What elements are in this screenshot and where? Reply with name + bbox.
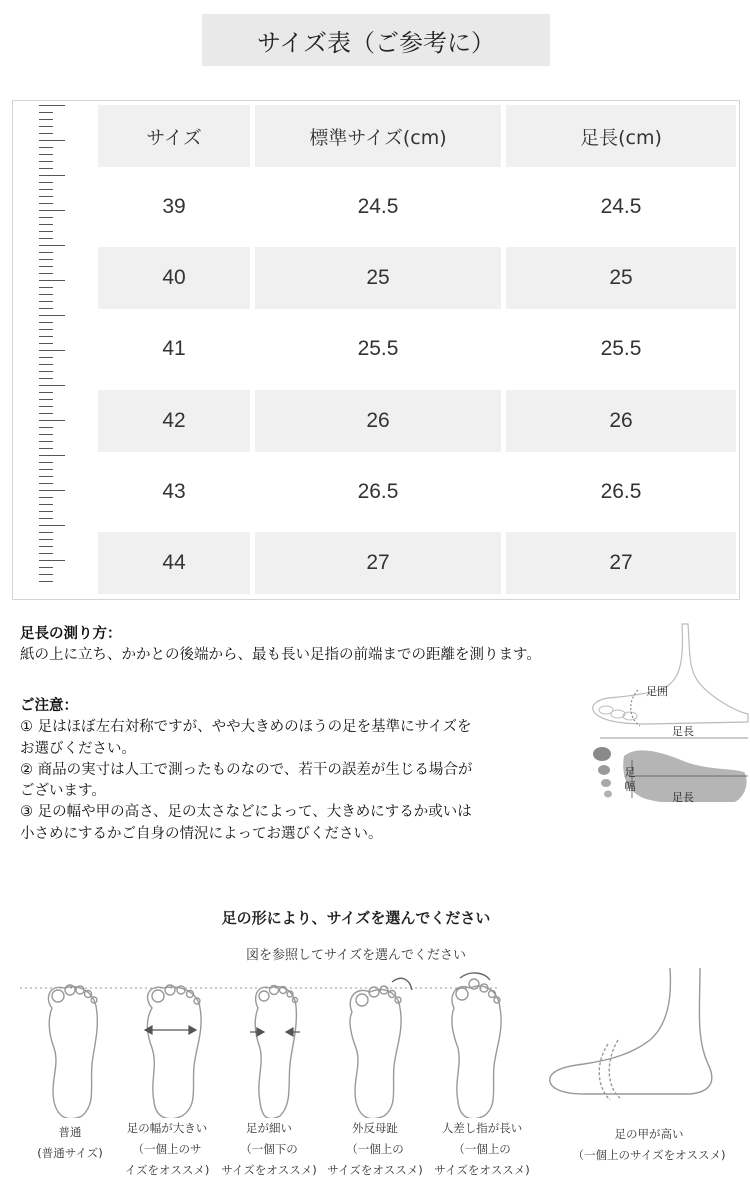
size-table <box>12 100 740 600</box>
shape-caption-wide: 足の幅が大きい （一個上のサ イズをオススメ) <box>124 1121 210 1177</box>
notes-section <box>20 696 472 845</box>
note-line: ございます。 <box>20 783 106 800</box>
note-line: 小さめにするかご自身の情況によってお選びください。 <box>20 825 383 842</box>
table-cell: 42 <box>98 390 250 452</box>
table-cell: 24.5 <box>600 195 642 218</box>
shape-caption-long-toe: 人差し指が長い （一個上の サイズをオススメ) <box>434 1121 530 1177</box>
table-cell: 27 <box>506 532 736 594</box>
page-title: サイズ表（ご参考に） <box>202 14 550 66</box>
label-girth: 足囲 <box>646 685 668 698</box>
table-cell: 26 <box>255 390 501 452</box>
note-line: ② 商品の実寸は人工で測ったものなので、若干の誤差が生じる場合が <box>20 761 473 778</box>
table-cell: 27 <box>255 532 501 594</box>
note-line: ③ 足の幅や甲の高さ、足の太さなどによって、大きめにするか或いは <box>20 804 472 821</box>
measure-text: 紙の上に立ち、かかとの後端から、最も長い足指の前端までの距離を測ります。 <box>20 647 541 664</box>
table-cell: 26.5 <box>357 479 399 503</box>
table-cell: 25.5 <box>600 337 642 361</box>
header-size: サイズ <box>98 105 250 167</box>
table-cell: 24.5 <box>357 195 399 218</box>
table-cell: 41 <box>162 337 186 361</box>
foot-measure-diagram <box>588 622 750 802</box>
notes-heading: ご注意： <box>20 698 78 714</box>
ruler-graphic <box>33 101 93 599</box>
note-line: ① 足はほぼ左右対称ですが、やや大きめのほうの足を基準にサイズを <box>20 719 472 736</box>
label-length-sole: 足長 <box>672 791 694 804</box>
foot-shapes-illustration <box>0 968 750 1118</box>
table-cell: 26 <box>506 390 736 452</box>
shape-caption-bunion: 外反母趾 （一個上の サイズをオススメ) <box>327 1121 423 1177</box>
shapes-heading: 足の形により、サイズを選んでください <box>221 909 491 927</box>
table-cell: 40 <box>98 247 250 309</box>
table-cell: 25 <box>255 247 501 309</box>
note-line: お選びください。 <box>20 740 136 757</box>
table-cell: 43 <box>162 479 186 503</box>
header-foot-length: 足長(cm) <box>506 105 736 167</box>
table-cell: 26.5 <box>600 479 642 503</box>
label-length: 足長 <box>672 725 694 738</box>
shape-caption-normal: 普通 (普通サイズ) <box>37 1125 103 1160</box>
shape-caption-high-instep: 足の甲が高い （一個上のサイズをオススメ) <box>572 1127 726 1162</box>
measure-heading: 足長の測り方： <box>20 626 122 642</box>
shapes-subheading: 図を参照してサイズを選んでください <box>246 948 466 963</box>
label-width: 足幅 <box>624 766 636 793</box>
shape-caption-narrow: 足が細い （一個下の サイズをオススメ) <box>221 1121 317 1177</box>
table-cell: 25.5 <box>357 337 399 361</box>
table-cell: 25 <box>506 247 736 309</box>
table-cell: 39 <box>162 195 186 218</box>
measure-section <box>20 624 541 667</box>
header-standard-size: 標準サイズ(cm) <box>255 105 501 167</box>
table-cell: 44 <box>98 532 250 594</box>
